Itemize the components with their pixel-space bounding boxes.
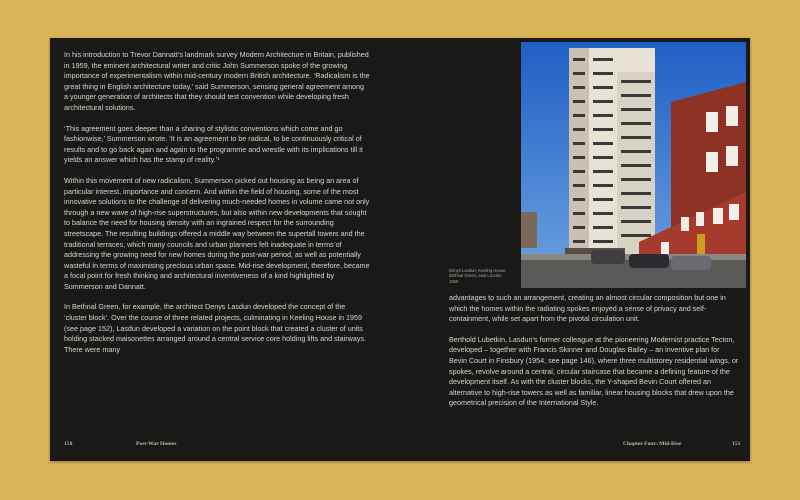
running-head-right: Chapter Four: Mid-Rise <box>623 441 682 447</box>
distant-block <box>521 212 537 248</box>
parked-car <box>629 254 669 268</box>
paragraph: ‘This agreement goes deeper than a sharing of stylistic conventions which come and go fashionwise,’ Summerson wrote. ‘It is an agreement to be radical, to be continuously critical of results and to go back again and again to the programme and wrestle with its implications till it yields an answer which has the stamp of reality.’¹ <box>64 123 363 165</box>
right-page <box>401 38 750 461</box>
page-number-right: 151 <box>732 441 741 447</box>
paragraph: Within this movement of new radicalism, Summerson picked out housing as being an area of particular interest, importance and concern. And within the field of housing, some of the most innovative solutions to the challenge of delivering much-needed homes in volume came not only through a new wave of high-rise superstructures, but also within new developments that sought to balance the need for housing density with an ingrained respect for the surrounding streetscape. The resulting buildings offered a middle way between the supertall towers and the traditional terraces, which many councils and urban planners felt inadequate in terms of addressing the growing need for new homes during the post-war period, as well as potentially wasteful in terms of maximising precious urban space. Mid-rise development, therefore, became a focal point for fresh thinking and architectural inventiveness of a kind highlighted by Summerson and Dannatt. <box>64 175 370 291</box>
paragraph: In his introduction to Trevor Dannatt’s landmark survey Modern Architecture in Britain, published in 1959, the eminent architectural writer and critic John Summerson spoke of the growing importance of experimentalism within mid-century modern British architecture. ‘Radicalism is the great thing in English architecture today,’ said Summerson, sensing general agreement among a younger generation of architects that they should test convention while developing fresh architectural solutions. <box>64 50 370 112</box>
paragraph: In Bethnal Green, for example, the architect Denys Lasdun developed the concept of the ‘cluster block’. Over the course of three related projects, culminating in Keeling House in 1959 (see page 152), Lasdun developed a variation on the point block that created a cluster of units holding stacked maisonettes arranged around a central service core holding lifts and stairways. There were many <box>64 302 367 354</box>
running-head-left: Post-War Homes <box>136 441 177 447</box>
parked-car <box>671 256 711 270</box>
paragraph: Berthold Lubetkin, Lasdun’s former colleague at the pioneering Modernist practice Tecton, developed – together with Francis Skinner and Douglas Bailey – an inventive plan for Bevin Court in Finsbury (1954, see page 146), where three multistorey residential wings, or spokes, revolve around a central, circular staircase that became a defining feature of the development itself. As with the cluster blocks, the Y-shaped Bevin Court offered an alternative to high-rise towers as well as familiar, linear housing blocks that drew upon the geometrical precision of the International Style. <box>449 334 739 408</box>
keeling-house-tower <box>565 48 655 260</box>
left-page <box>50 38 399 461</box>
paragraph: advantages to such an arrangement, creating an almost circular composition but one in which the homes within the radiating spokes enjoyed a sense of privacy and self-containment, while set apart from the pivotal circulation unit. <box>449 293 726 324</box>
left-page-text <box>64 50 370 365</box>
tower-block-photo <box>521 42 746 288</box>
photo-caption: Denys Lasdun, Keeling House, Bethnal Green, east London, 1959 <box>449 268 507 284</box>
book-spread <box>50 38 750 461</box>
right-page-text <box>449 293 739 419</box>
parked-car <box>591 250 625 264</box>
page-number-left: 150 <box>64 441 73 447</box>
